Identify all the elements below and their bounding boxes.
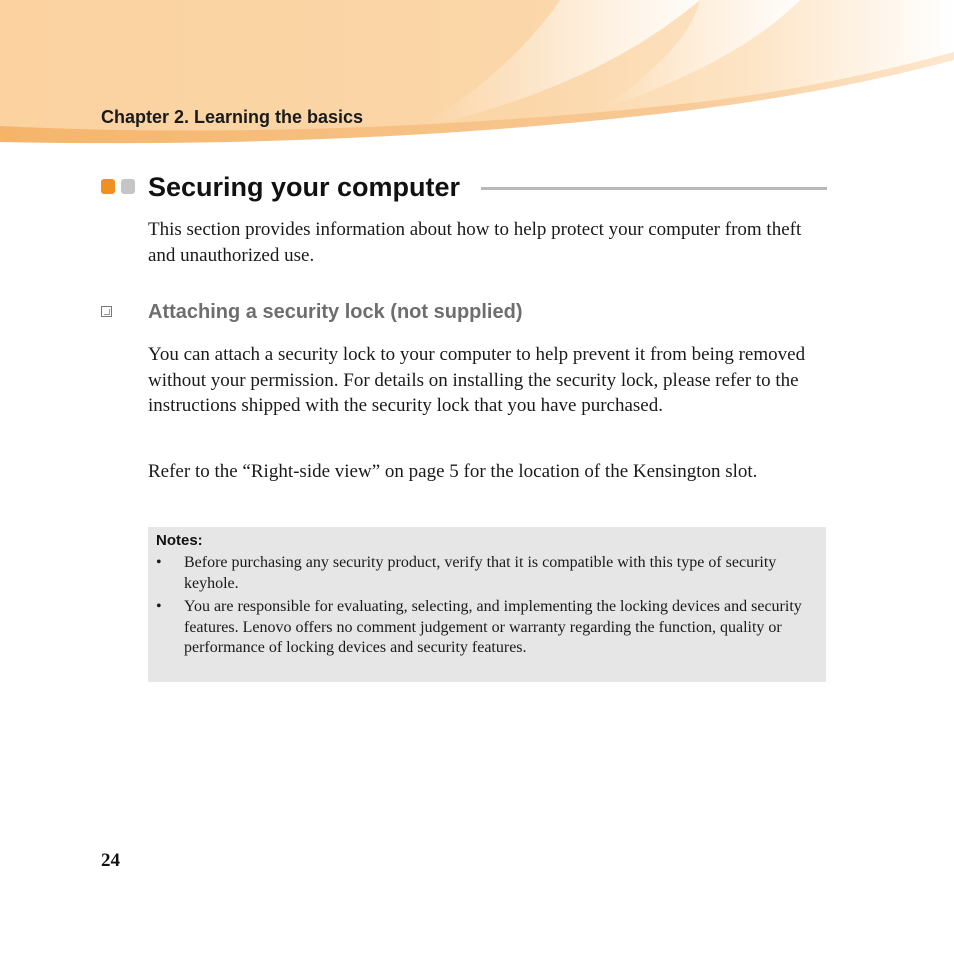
subsection-paragraph-2: Refer to the “Right-side view” on page 5 for the location of the Kensington slot. xyxy=(148,461,758,482)
notes-list xyxy=(156,553,816,659)
notes-label: Notes: xyxy=(156,532,203,549)
title-rule xyxy=(481,187,827,190)
chapter-header: Chapter 2. Learning the basics xyxy=(101,107,364,127)
note-text: Before purchasing any security product, verify that it is compatible with this type of security keyhole. xyxy=(184,554,777,592)
section-heading xyxy=(101,170,827,204)
section-intro: This section provides information about how to help protect your computer from theft and unauthorized use. xyxy=(148,219,802,266)
bullet-icon: • xyxy=(156,554,162,571)
subsection-title: Attaching a security lock (not supplied) xyxy=(148,301,523,323)
gray-square-icon xyxy=(121,179,135,194)
subsection-paragraph-1: You can attach a security lock to your computer to help prevent it from being removed without your permission. For details on installing the security lock, please refer to the instructions shipped with the security lock that you have purchased. xyxy=(148,344,806,416)
notes-box xyxy=(148,527,826,682)
subsection-heading xyxy=(101,298,801,326)
square-bullet-icon xyxy=(101,306,112,317)
section-title: Securing your computer xyxy=(148,172,461,202)
bullet-icon: • xyxy=(156,598,162,615)
page-number: 24 xyxy=(101,850,120,871)
list-item xyxy=(156,597,816,659)
list-item xyxy=(156,553,816,594)
note-text: You are responsible for evaluating, selecting, and implementing the locking devices and security features. Lenovo offers no comment judgement or warranty regarding the function, quality or performance of locking devices and security features. xyxy=(184,598,802,656)
orange-square-icon xyxy=(101,179,115,194)
